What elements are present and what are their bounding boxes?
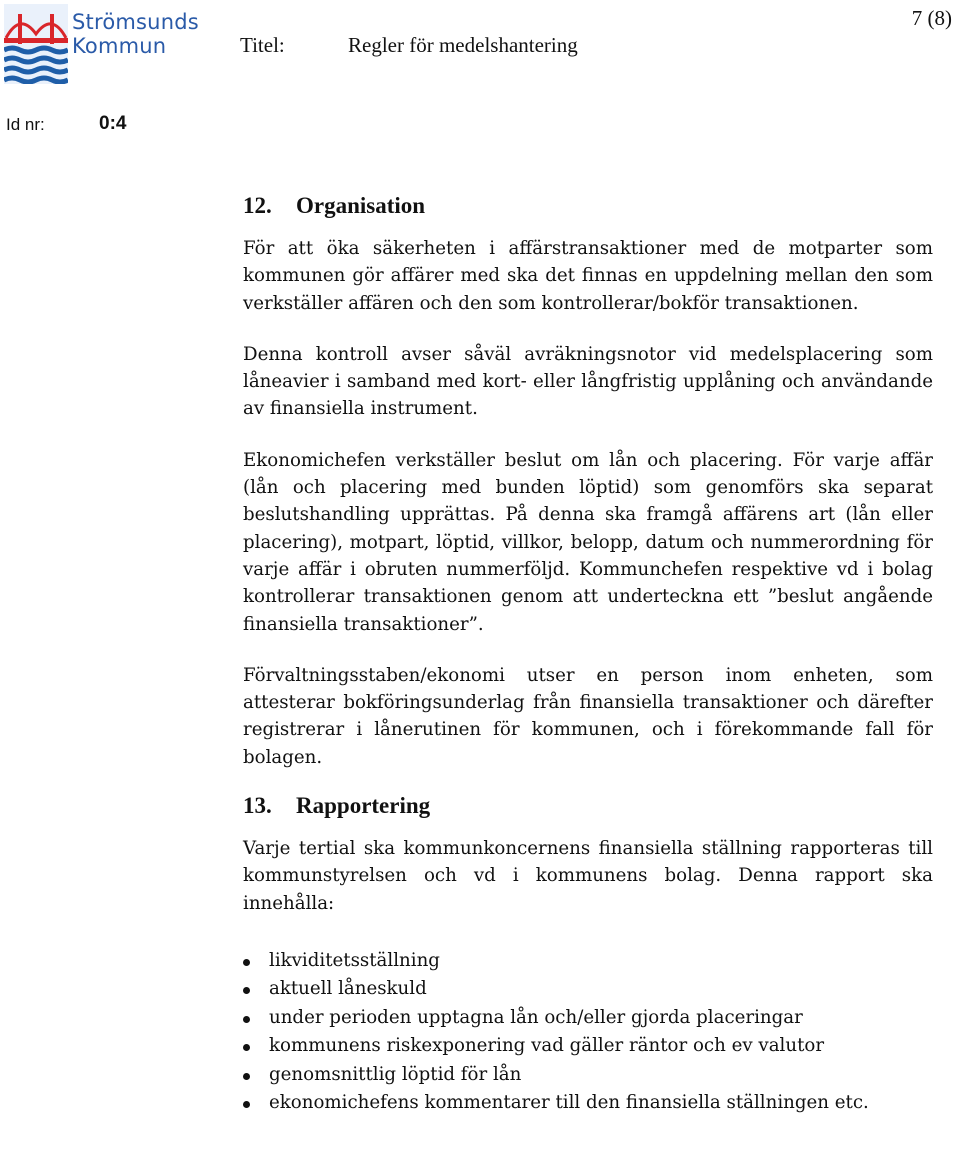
- section-title: Rapportering: [296, 793, 431, 819]
- paragraph: Förvaltningsstaben/ekonomi utser en person inom enheten, som attesterar bokföringsunderlag från finansiella transaktioner och därefter registrerar i lånerutinen för kommunen, och i förekommande fall för bolagen.: [243, 664, 933, 768]
- list-item: aktuell låneskuld: [243, 975, 933, 1003]
- list-item: ekonomichefens kommentarer till den finansiella ställningen etc.: [243, 1089, 933, 1117]
- list-item: genomsnittlig löptid för lån: [243, 1061, 933, 1089]
- page-number: 7 (8): [911, 6, 952, 30]
- paragraph: För att öka säkerheten i affärstransaktioner med de motparter som kommunen gör affärer med ska det finnas en uppdelning mellan den som verkställer affären och den som kontrollerar/bokför transaktionen.: [243, 238, 933, 314]
- list-item: under perioden upptagna lån och/eller gjorda placeringar: [243, 1004, 933, 1032]
- document-body: [243, 191, 933, 1117]
- bullet-icon: [243, 1016, 250, 1023]
- logo-text: [72, 10, 199, 58]
- section-heading-organisation: [243, 191, 933, 221]
- logo-line-1: Strömsunds: [72, 10, 199, 34]
- section-heading-rapportering: [243, 791, 933, 821]
- id-value: 0:4: [99, 113, 127, 134]
- paragraph: Ekonomichefen verkställer beslut om lån och placering. För varje affär (lån och placering med bunden löptid) som genomförs ska separat beslutshandling upprättas. På denna ska framgå affärens art (lån eller placering), motpart, löptid, villkor, belopp, datum och nummerordning för varje affär i obruten nummerföljd. Kommunchefen respektive vd i bolag kontrollerar transaktionen genom att underteckna ett ”beslut angående finansiella transaktioner”.: [243, 449, 933, 635]
- bullet-icon: [243, 1044, 250, 1051]
- bullet-icon: [243, 959, 250, 966]
- document-title: Regler för medelshantering: [348, 33, 578, 57]
- logo-line-2: Kommun: [72, 34, 167, 58]
- id-label: Id nr:: [6, 115, 45, 134]
- title-label: Titel:: [240, 33, 285, 57]
- paragraph: Varje tertial ska kommunkoncernens finansiella ställning rapporteras till kommunstyrelsen och vd i kommunens bolag. Denna rapport ska innehålla:: [243, 838, 933, 914]
- list-item: kommunens riskexponering vad gäller räntor och ev valutor: [243, 1032, 933, 1060]
- bullet-icon: [243, 987, 250, 994]
- paragraph: Denna kontroll avser såväl avräkningsnotor vid medelsplacering som låneavier i samband med kort- eller långfristig upplåning och användande av finansiella instrument.: [243, 343, 933, 420]
- list-item: likviditetsställning: [243, 947, 933, 975]
- bullet-icon: [243, 1101, 250, 1108]
- section-title: Organisation: [296, 193, 426, 218]
- strömsunds-kommun-logo: [4, 4, 199, 86]
- section-number: 12.: [243, 193, 272, 218]
- bridge-logo-icon: [4, 4, 68, 84]
- report-contents-list: [243, 947, 933, 1117]
- section-number: 13.: [243, 793, 272, 819]
- bullet-icon: [243, 1073, 250, 1080]
